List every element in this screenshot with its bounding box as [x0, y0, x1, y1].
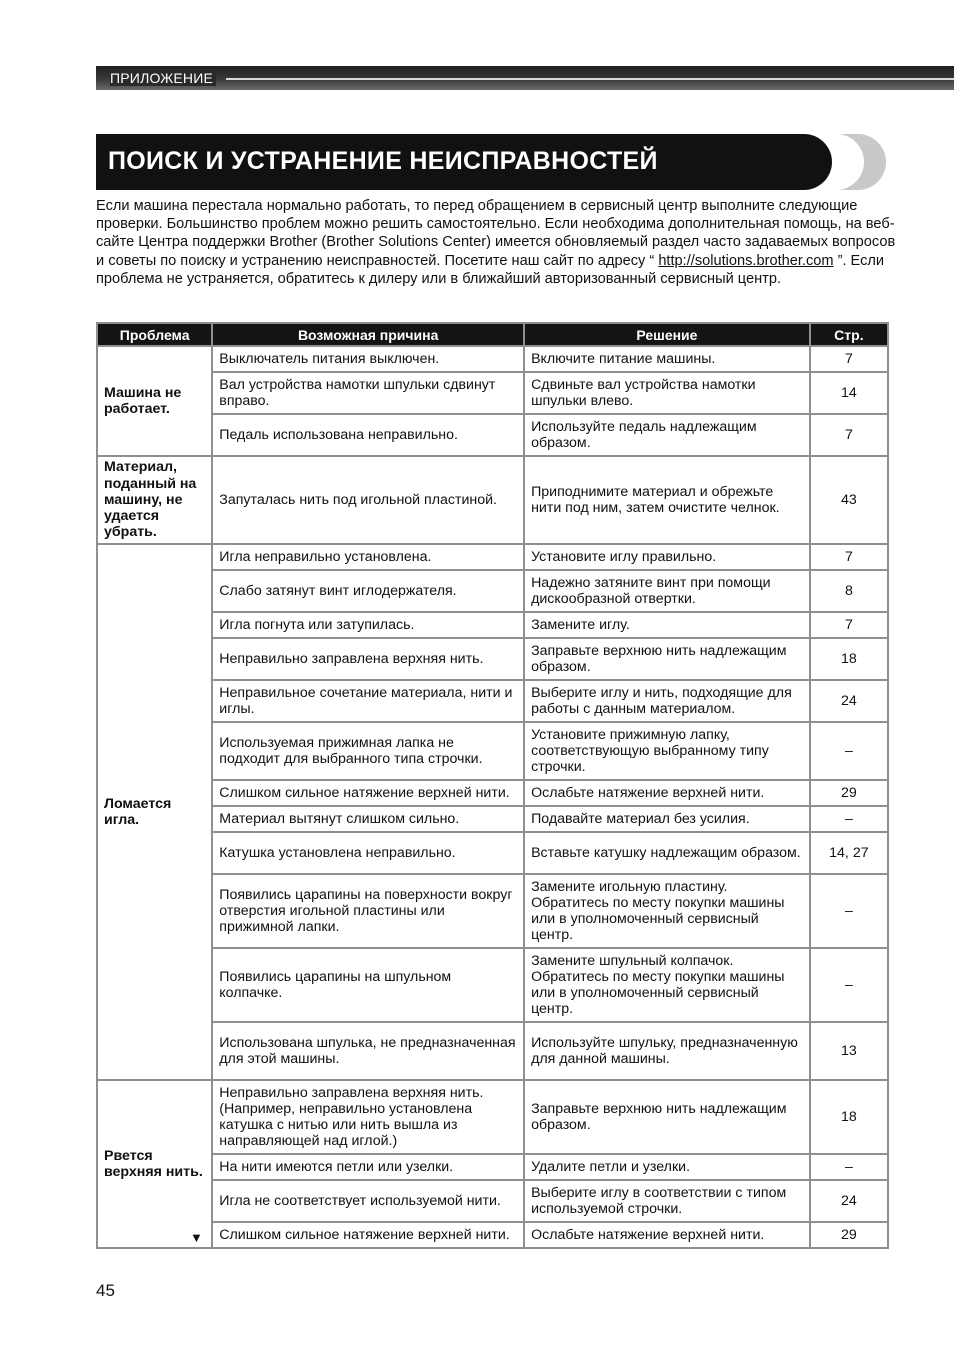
page-ref-cell: – [811, 807, 887, 831]
header-cause: Возможная причина [213, 324, 523, 345]
cause-cell: Неправильно заправлена верхняя нить. (Например, неправильно установлена катушка с нитью или нить вышла из направляющей над иглой.) [213, 1081, 523, 1153]
solution-cell: Ослабьте натяжение верхней нити. [525, 781, 809, 805]
section-label: ПРИЛОЖЕНИЕ [110, 70, 216, 86]
problem-cell: Рвется верхняя нить. [98, 1081, 211, 1247]
cause-cell: Катушка установлена неправильно. [213, 833, 523, 873]
solution-cell: Включите питание машины. [525, 347, 809, 371]
problem-cell: Ломается игла. [98, 545, 211, 1079]
table-row [98, 949, 887, 1021]
cause-cell: Неправильно заправлена верхняя нить. [213, 639, 523, 679]
solution-cell: Используйте педаль надлежащим образом. [525, 415, 809, 455]
table-row [98, 1023, 887, 1079]
table-row [98, 545, 887, 569]
solution-cell: Установите иглу правильно. [525, 545, 809, 569]
solution-cell: Ослабьте натяжение верхней нити. [525, 1223, 809, 1247]
solution-cell: Сдвиньте вал устройства намотки шпульки влево. [525, 373, 809, 413]
troubleshooting-table [96, 322, 889, 1249]
page-number: 45 [96, 1281, 115, 1300]
cause-cell: Использована шпулька, не предназначенная для этой машины. [213, 1023, 523, 1079]
cause-cell: Слишком сильное натяжение верхней нити. [213, 781, 523, 805]
page-ref-cell: – [811, 723, 887, 779]
cause-cell: Материал вытянут слишком сильно. [213, 807, 523, 831]
solution-cell: Заправьте верхнюю нить надлежащим образом. [525, 639, 809, 679]
cause-cell: Появились царапины на поверхности вокруг отверстия игольной пластины или прижимной лапки. [213, 875, 523, 947]
solution-cell: Заправьте верхнюю нить надлежащим образом. [525, 1081, 809, 1153]
page-ref-cell: 18 [811, 639, 887, 679]
cause-cell: Используемая прижимная лапка не подходит для выбранного типа строчки. [213, 723, 523, 779]
page-ref-cell: 13 [811, 1023, 887, 1079]
page-ref-cell: 8 [811, 571, 887, 611]
page-ref-cell: 14 [811, 373, 887, 413]
page-ref-cell: 7 [811, 613, 887, 637]
intro-text: Если машина перестала нормально работать, то перед обращением в сервисный центр выполните следующие проверки. Большинство проблем можно решить самостоятельно. Если необходима дополнительная помощь, на веб-сайте Центра поддержки Brother (Brother Solutions Center) имеется обновляемый раздел часто задаваемых вопросов и советы по поиску и устранению неисправностей. Посетите наш сайт по адресу “ [96, 198, 896, 269]
table-row [98, 373, 887, 413]
page-ref-cell: 7 [811, 545, 887, 569]
section-header-rule [226, 78, 954, 80]
page-ref-cell: 24 [811, 1181, 887, 1221]
solution-cell: Приподнимите материал и обрежьте нити под ним, затем очистите челнок. [525, 457, 809, 543]
cause-cell: Слабо затянут винт иглодержателя. [213, 571, 523, 611]
cause-cell: Вал устройства намотки шпульки сдвинут вправо. [213, 373, 523, 413]
page-ref-cell: 29 [811, 1223, 887, 1247]
table-row [98, 613, 887, 637]
page-ref-cell: 18 [811, 1081, 887, 1153]
header-page: Стр. [811, 324, 887, 345]
problem-cell: Машина не работает. [98, 347, 211, 455]
solution-cell: Вставьте катушку надлежащим образом. [525, 833, 809, 873]
cause-cell: Игла погнута или затупилась. [213, 613, 523, 637]
page-ref-cell: – [811, 1155, 887, 1179]
cause-cell: Слишком сильное натяжение верхней нити. [213, 1223, 523, 1247]
problem-cell: Материал, поданный на машину, не удается убрать. [98, 457, 211, 543]
header-problem: Проблема [98, 324, 211, 345]
table-header-row [98, 324, 887, 345]
cause-cell: Запуталась нить под игольной пластиной. [213, 457, 523, 543]
cause-cell: Игла не соответствует используемой нити. [213, 1181, 523, 1221]
table-row [98, 681, 887, 721]
solution-cell: Используйте шпульку, предназначенную для данной машины. [525, 1023, 809, 1079]
page-ref-cell: – [811, 875, 887, 947]
table-row [98, 723, 887, 779]
solution-cell: Удалите петли и узелки. [525, 1155, 809, 1179]
intro-paragraph [96, 197, 896, 288]
page-ref-cell: – [811, 949, 887, 1021]
cause-cell: На нити имеются петли или узелки. [213, 1155, 523, 1179]
table-row [98, 1223, 887, 1247]
page-ref-cell: 43 [811, 457, 887, 543]
table-row [98, 457, 887, 543]
page-title: ПОИСК И УСТРАНЕНИЕ НЕИСПРАВНОСТЕЙ [108, 147, 658, 175]
intro-text-end: ”. Если проблема не устраняется, обратитесь к дилеру или в ближайший авторизованный сервисный центр. [96, 252, 885, 287]
support-link[interactable]: http://solutions.brother.com [658, 252, 834, 269]
page-ref-cell: 7 [811, 347, 887, 371]
solution-cell: Выберите иглу и нить, подходящие для работы с данным материалом. [525, 681, 809, 721]
page-title-banner [96, 134, 888, 190]
page-ref-cell: 14, 27 [811, 833, 887, 873]
section-header-bar [96, 66, 954, 90]
table-row [98, 347, 887, 371]
solution-cell: Замените шпульный колпачок. Обратитесь по месту покупки машины или в уполномоченный сервисный центр. [525, 949, 809, 1021]
table-row [98, 833, 887, 873]
cause-cell: Игла неправильно установлена. [213, 545, 523, 569]
page-ref-cell: 29 [811, 781, 887, 805]
table-row [98, 1181, 887, 1221]
solution-cell: Подавайте материал без усилия. [525, 807, 809, 831]
cause-cell: Появились царапины на шпульном колпачке. [213, 949, 523, 1021]
cause-cell: Выключатель питания выключен. [213, 347, 523, 371]
table-row [98, 639, 887, 679]
solution-cell: Выберите иглу в соответствии с типом используемой строчки. [525, 1181, 809, 1221]
table-row [98, 1081, 887, 1153]
cause-cell: Неправильное сочетание материала, нити и иглы. [213, 681, 523, 721]
continued-arrow-icon: ▼ [190, 1230, 203, 1245]
solution-cell: Замените иглу. [525, 613, 809, 637]
header-solution: Решение [525, 324, 809, 345]
solution-cell: Надежно затяните винт при помощи дискообразной отвертки. [525, 571, 809, 611]
solution-cell: Замените игольную пластину. Обратитесь по месту покупки машины или в уполномоченный сервисный центр. [525, 875, 809, 947]
title-box [96, 134, 832, 190]
table-row [98, 415, 887, 455]
table-row [98, 807, 887, 831]
page-ref-cell: 7 [811, 415, 887, 455]
table-row [98, 781, 887, 805]
cause-cell: Педаль использована неправильно. [213, 415, 523, 455]
table-row [98, 571, 887, 611]
table-row [98, 875, 887, 947]
table-row [98, 1155, 887, 1179]
solution-cell: Установите прижимную лапку, соответствующую выбранному типу строчки. [525, 723, 809, 779]
page-ref-cell: 24 [811, 681, 887, 721]
